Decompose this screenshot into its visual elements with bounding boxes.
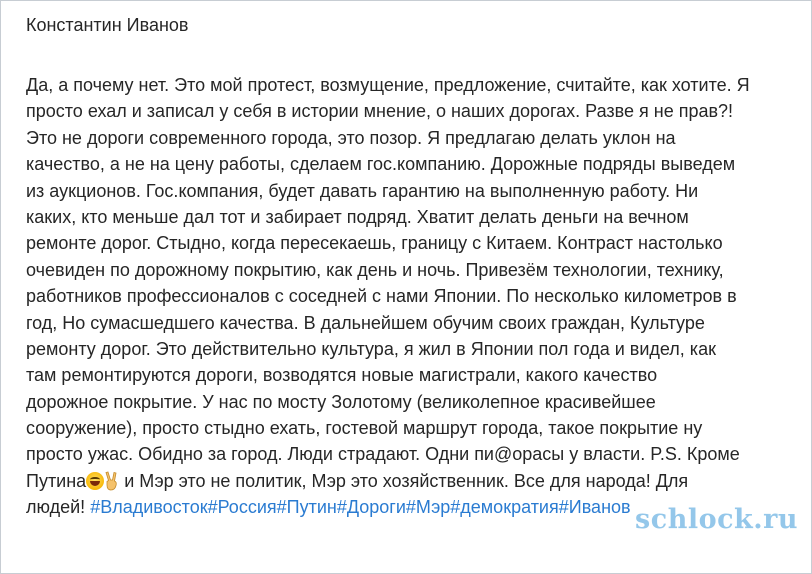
- post-line: там ремонтируются дороги, возводятся новые магистрали, какого качество: [26, 365, 658, 386]
- post-line-emoji: [26, 468, 796, 494]
- post-body: [26, 72, 796, 521]
- victory-hand-emoji-icon: [105, 472, 119, 490]
- hashtag-link[interactable]: #демократия: [450, 497, 559, 518]
- site-watermark: schlock.ru: [635, 504, 798, 535]
- post-text: Путина: [26, 470, 87, 491]
- post-line: из аукционов. Гос.компания, будет давать гарантию на выполненную работу. Ни: [26, 180, 699, 201]
- post-text: людей!: [26, 497, 91, 518]
- post-line: работников профессионалов с соседней с нами Японии. По несколько километров в: [26, 286, 737, 307]
- laughing-emoji-icon: [86, 472, 104, 490]
- post-line: каких, кто меньше дал тот и забирает подряд. Хватит делать деньги на вечном: [26, 206, 689, 227]
- post-line: Это не дороги современного города, это позор. Я предлагаю делать уклон на: [26, 127, 676, 148]
- post-author[interactable]: Константин Иванов: [26, 15, 189, 35]
- post-line: ремонте дорог. Стыдно, когда пересекаешь, границу с Китаем. Контраст настолько: [26, 233, 723, 254]
- post-line: сооружение), просто стыдно ехать, гостевой маршрут города, такое покрытие ну: [26, 418, 703, 439]
- post-text: и Мэр это не политик, Мэр это хозяйственник. Все для народа! Для: [119, 470, 689, 491]
- hashtag-link[interactable]: #Мэр: [405, 497, 451, 518]
- post-line: ремонту дорог. Это действительно культура, я жил в Японии пол года и видел, как: [26, 338, 716, 359]
- hashtag-link[interactable]: #Владивосток: [90, 497, 208, 518]
- post-line: Да, а почему нет. Это мой протест, возмущение, предложение, считайте, как хотите. Я: [26, 75, 750, 95]
- post-line: год, Но сумасшедшего качества. В дальнейшем обучим своих граждан, Культуре: [26, 312, 705, 333]
- post-line: просто ехал и записал у себя в истории мнение, о наших дорогах. Разве я не прав?!: [26, 101, 734, 122]
- hashtag-link[interactable]: #Путин: [276, 497, 337, 518]
- post-line: качество, а не на цену работы, сделаем гос.компанию. Дорожные подряды выведем: [26, 154, 736, 175]
- post-line: просто ужас. Обидно за город. Люди страдают. Одни пи@орасы у власти. P.S. Кроме: [26, 444, 740, 465]
- post-line: очевиден по дорожному покрытию, как день и ночь. Привезём технологии, технику,: [26, 259, 724, 280]
- hashtag-link[interactable]: #Иванов: [558, 497, 631, 518]
- hashtag-link[interactable]: #Россия: [207, 497, 277, 518]
- post-line: дорожное покрытие. У нас по мосту Золотому (великолепное красивейшее: [26, 391, 656, 412]
- hashtag-link[interactable]: #Дороги: [336, 497, 406, 518]
